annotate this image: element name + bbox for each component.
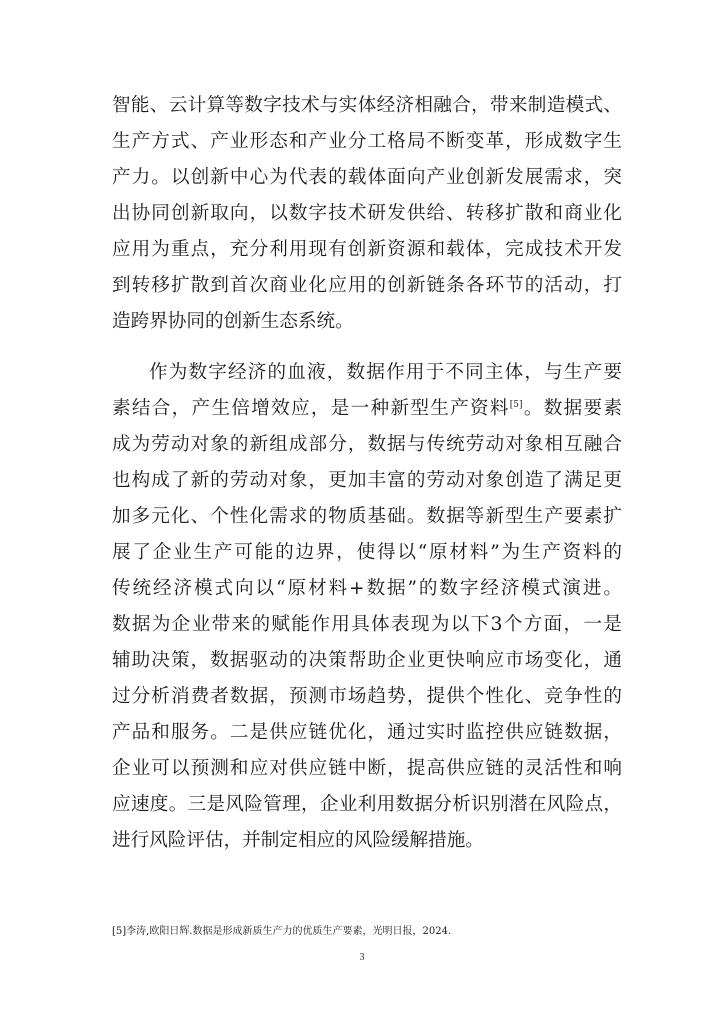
paragraph-2-line: 辅助决策，数据驱动的决策帮助企业更快响应市场变化，通 <box>112 650 622 671</box>
paragraph-2-line: 产品和服务。二是供应链优化，通过实时监控供应链数据， <box>112 722 622 743</box>
paragraph-2-line-with-citation <box>112 391 622 427</box>
citation-reference-mark: [5] <box>509 399 523 410</box>
paragraph-2-line: 成为劳动对象的新组成部分，数据与传统劳动对象相互融合 <box>112 434 622 455</box>
paragraph-2-line: 应速度。三是风险管理，企业利用数据分析识别潜在风险点， <box>112 794 622 815</box>
paragraph-2-line: 传统经济模式向以“原材料+数据”的数字经济模式演进。 <box>112 578 622 599</box>
paragraph-1-line: 产力。以创新中心为代表的载体面向产业创新发展需求，突 <box>112 167 622 188</box>
page-number: 3 <box>359 952 365 963</box>
paragraph-2-line: 加多元化、个性化需求的物质基础。数据等新型生产要素扩 <box>112 506 622 527</box>
paragraph-2-line: 数据为企业带来的赋能作用具体表现为以下3个方面，一是 <box>112 614 622 635</box>
paragraph-2-line: 也构成了新的劳动对象，更加丰富的劳动对象创造了满足更 <box>112 470 622 491</box>
paragraph-2-line: 过分析消费者数据，预测市场趋势，提供个性化、竞争性的 <box>112 686 622 707</box>
paragraph-2-line: 进行风险评估，并制定相应的风险缓解措施。 <box>112 830 484 851</box>
footnote: [5]李涛,欧阳日辉.数据是形成新质生产力的优质生产要素，光明日报，2024. <box>112 926 452 937</box>
paragraph-2-line: 展了企业生产可能的边界，使得以“原材料”为生产资料的 <box>112 542 622 563</box>
citation-text-after: 。数据要素 <box>522 398 622 419</box>
paragraph-1-line: 出协同创新取向，以数字技术研发供给、转移扩散和商业化 <box>112 203 622 224</box>
paragraph-2-line: 企业可以预测和应对供应链中断，提高供应链的灵活性和响 <box>112 758 622 779</box>
paragraph-2-first-line: 作为数字经济的血液，数据作用于不同主体，与生产要 <box>149 362 622 383</box>
paragraph-1-line: 应用为重点，充分利用现有创新资源和载体，完成技术开发 <box>112 239 622 260</box>
paragraph-1-line: 造跨界协同的创新生态系统。 <box>112 311 354 332</box>
paragraph-1-line: 到转移扩散到首次商业化应用的创新链条各环节的活动，打 <box>112 275 622 296</box>
paragraph-1-line: 智能、云计算等数字技术与实体经济相融合，带来制造模式、 <box>112 95 622 116</box>
citation-text-before: 素结合，产生倍增效应，是一种新型生产资料 <box>112 398 510 419</box>
paragraph-1-line: 生产方式、产业形态和产业分工格局不断变革，形成数字生 <box>112 131 622 152</box>
